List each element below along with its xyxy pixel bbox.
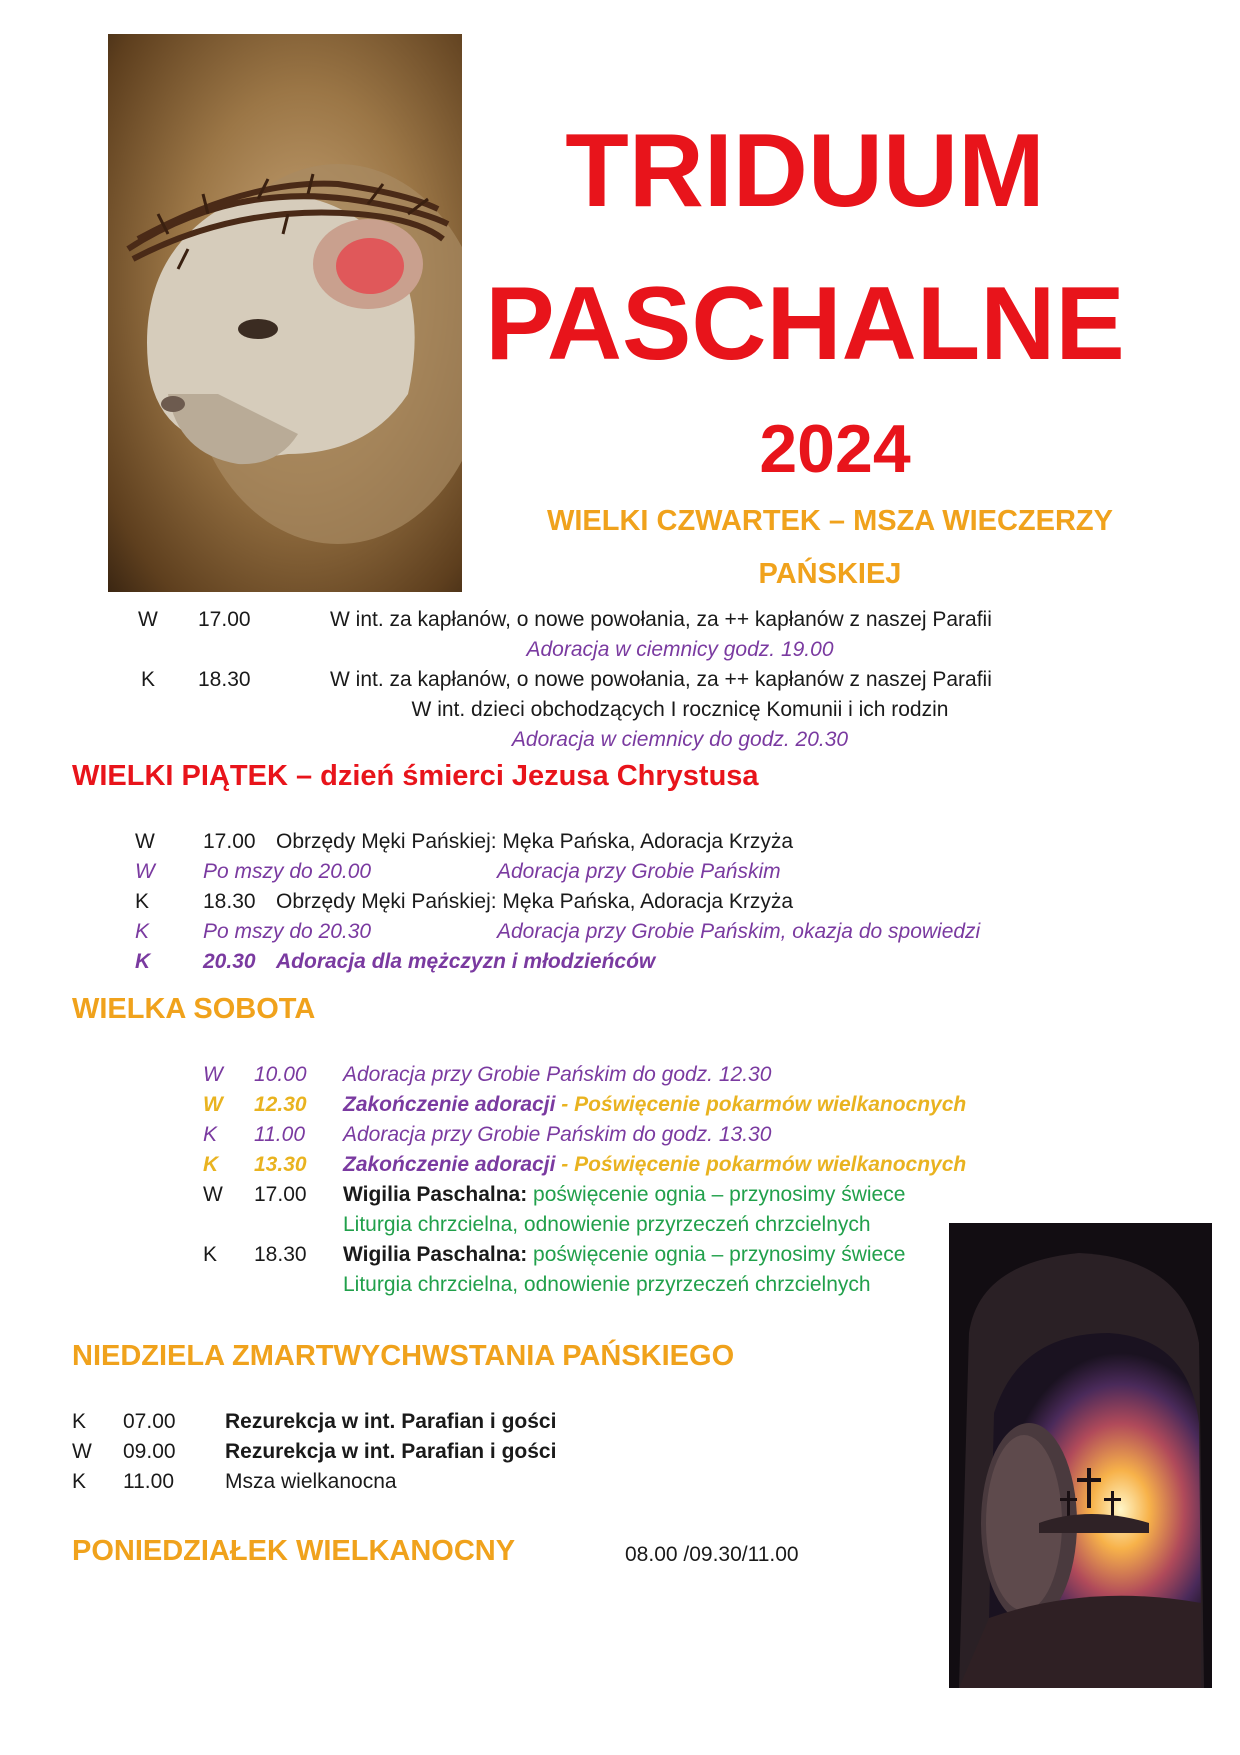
- friday-row-1-text: Obrzędy Męki Pańskiej: Męka Pańska, Adoracja Krzyża: [276, 830, 794, 853]
- thursday-row-1-text: W int. za kapłanów, o nowe powołania, za ++ kapłanów z naszej Parafii: [330, 608, 992, 631]
- friday-row-2-place: W: [135, 860, 155, 883]
- saturday-row-4-text: [343, 1153, 966, 1177]
- friday-heading: WIELKI PIĄTEK – dzień śmierci Jezusa Chrystusa: [72, 760, 759, 792]
- friday-row-4-time: Po mszy do 20.30: [203, 920, 372, 943]
- thursday-row-1-time: 17.00: [198, 608, 251, 631]
- friday-row-1-time: 17.00: [203, 830, 256, 853]
- thursday-row-3-text: W int. dzieci obchodzących I rocznicę Komunii i ich rodzin: [411, 698, 949, 721]
- thursday-row-1-place: W: [138, 608, 158, 631]
- friday-row-2-time: Po mszy do 20.00: [203, 860, 372, 883]
- saturday-row-5-extra: poświęcenie ognia – przynosimy świece: [527, 1183, 906, 1206]
- sunday-heading: NIEDZIELA ZMARTWYCHWSTANIA PAŃSKIEGO: [72, 1340, 735, 1372]
- saturday-row-4-main: Zakończenie adoracji: [343, 1153, 556, 1176]
- saturday-row-5-line-2: Liturgia chrzcielna, odnowienie przyrzeczeń chrzcielnych: [343, 1213, 871, 1236]
- title-line-1: TRIDUUM: [565, 113, 1045, 229]
- thursday-note-2: Adoracja w ciemnicy do godz. 20.30: [511, 728, 849, 751]
- sunday-row-2-text: Rezurekcja w int. Parafian i gości: [225, 1440, 557, 1463]
- friday-row-1-place: W: [135, 830, 155, 853]
- saturday-row-6-time: 18.30: [254, 1243, 307, 1266]
- saturday-row-4-extra: - Poświęcenie pokarmów wielkanocnych: [555, 1153, 967, 1176]
- thursday-row-2-time: 18.30: [198, 668, 251, 691]
- thursday-heading-line-1: WIELKI CZWARTEK – MSZA WIECZERZY: [546, 505, 1113, 537]
- sunday-row-3-text: Msza wielkanocna: [225, 1470, 397, 1493]
- saturday-row-3-text: Adoracja przy Grobie Pańskim do godz. 13.30: [343, 1123, 772, 1146]
- saturday-row-5-time: 17.00: [254, 1183, 307, 1206]
- friday-row-2-text: Adoracja przy Grobie Pańskim: [497, 860, 781, 883]
- saturday-row-2-text: [343, 1093, 966, 1117]
- sunday-row-3-time: 11.00: [123, 1470, 174, 1493]
- saturday-row-6-extra: poświęcenie ognia – przynosimy świece: [527, 1243, 906, 1266]
- monday-heading: PONIEDZIAŁEK WIELKANOCNY: [72, 1535, 516, 1567]
- saturday-row-1-place: W: [203, 1063, 223, 1086]
- friday-row-3-time: 18.30: [203, 890, 256, 913]
- friday-row-3-place: K: [135, 890, 150, 913]
- sunday-row-2-time: 09.00: [123, 1440, 176, 1463]
- lamb-image: [108, 34, 462, 592]
- saturday-row-5-main: Wigilia Paschalna:: [343, 1183, 528, 1206]
- thursday-row-2-place: K: [141, 668, 156, 691]
- friday-row-4-text: Adoracja przy Grobie Pańskim, okazja do spowiedzi: [497, 920, 981, 943]
- sunday-row-1-text: Rezurekcja w int. Parafian i gości: [225, 1410, 557, 1433]
- saturday-row-3-place: K: [203, 1123, 218, 1146]
- saturday-row-2-main: Zakończenie adoracji: [343, 1093, 556, 1116]
- saturday-row-4-time: 13.30: [254, 1153, 307, 1176]
- saturday-row-4-place: K: [203, 1153, 219, 1176]
- sunday-row-1-place: K: [72, 1410, 87, 1433]
- thursday-row-2-text: W int. za kapłanów, o nowe powołania, za ++ kapłanów z naszej Parafii: [330, 668, 992, 691]
- lamb-icon: [108, 34, 462, 592]
- saturday-row-6-main: Wigilia Paschalna:: [343, 1243, 528, 1266]
- saturday-heading: WIELKA SOBOTA: [72, 993, 316, 1025]
- saturday-row-3-time: 11.00: [254, 1123, 305, 1146]
- friday-row-3-text: Obrzędy Męki Pańskiej: Męka Pańska, Adoracja Krzyża: [276, 890, 794, 913]
- sunday-row-2-place: W: [72, 1440, 92, 1463]
- friday-row-5-text: Adoracja dla mężczyzn i młodzieńców: [276, 950, 656, 973]
- thursday-note-1: Adoracja w ciemnicy godz. 19.00: [526, 638, 834, 661]
- saturday-row-2-extra: - Poświęcenie pokarmów wielkanocnych: [555, 1093, 967, 1116]
- empty-tomb-icon: [949, 1223, 1212, 1688]
- saturday-row-2-time: 12.30: [254, 1093, 307, 1116]
- saturday-row-6-line-2: Liturgia chrzcielna, odnowienie przyrzeczeń chrzcielnych: [343, 1273, 871, 1296]
- title-line-2: PASCHALNE: [485, 266, 1125, 382]
- saturday-row-1-time: 10.00: [254, 1063, 307, 1086]
- saturday-row-2-place: W: [203, 1093, 223, 1116]
- saturday-row-1-text: Adoracja przy Grobie Pańskim do godz. 12.30: [343, 1063, 772, 1086]
- sunday-row-1-time: 07.00: [123, 1410, 176, 1433]
- friday-row-4-place: K: [135, 920, 150, 943]
- saturday-row-5-text: [343, 1183, 905, 1207]
- friday-row-5-time: 20.30: [203, 950, 256, 973]
- friday-row-5-place: K: [135, 950, 151, 973]
- tomb-image: [949, 1223, 1212, 1688]
- sunday-row-3-place: K: [72, 1470, 87, 1493]
- title-year: 2024: [759, 411, 911, 487]
- thursday-heading-line-2: PAŃSKIEJ: [758, 558, 902, 590]
- monday-times: 08.00 /09.30/11.00: [625, 1543, 799, 1566]
- saturday-row-6-text: [343, 1243, 905, 1267]
- saturday-row-6-place: K: [203, 1243, 218, 1266]
- saturday-row-5-place: W: [203, 1183, 223, 1206]
